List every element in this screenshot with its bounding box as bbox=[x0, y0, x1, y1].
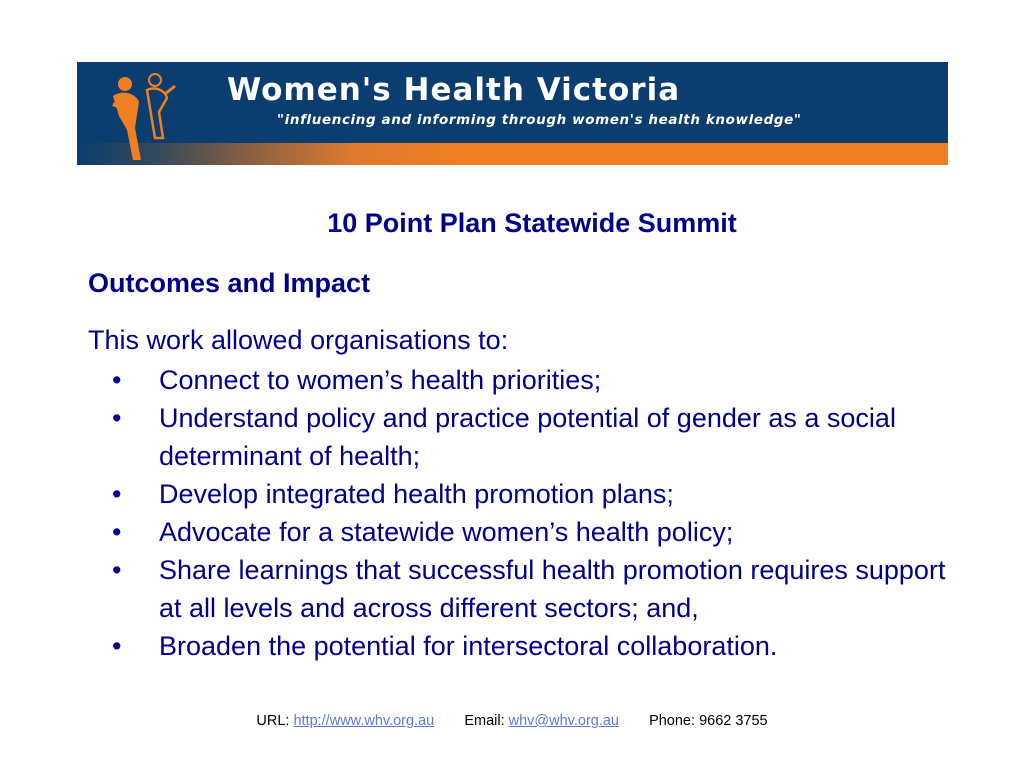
list-item-text: Share learnings that successful health promotion requires support at all levels and across different sectors; and, bbox=[159, 555, 946, 623]
list-item bbox=[88, 627, 968, 665]
url-label: URL: bbox=[256, 713, 290, 729]
email-link[interactable]: whv@whv.org.au bbox=[508, 713, 619, 729]
list-item-text: Broaden the potential for intersectoral collaboration. bbox=[159, 631, 778, 661]
footer-contact bbox=[0, 713, 1024, 729]
bullet-icon: • bbox=[112, 631, 122, 661]
list-item-text: Connect to women’s health priorities; bbox=[159, 365, 602, 395]
list-item-text: Advocate for a statewide women’s health policy; bbox=[159, 517, 734, 547]
bullet-icon: • bbox=[112, 479, 122, 509]
bullet-icon: • bbox=[112, 517, 122, 547]
header-banner bbox=[77, 62, 948, 165]
website-link[interactable]: http://www.whv.org.au bbox=[293, 713, 435, 729]
banner-title: Women's Health Victoria bbox=[227, 72, 681, 108]
list-item-text: Develop integrated health promotion plans; bbox=[159, 479, 674, 509]
list-item bbox=[88, 551, 968, 627]
bullet-icon: • bbox=[112, 365, 122, 395]
bullet-icon: • bbox=[112, 403, 122, 433]
list-item-text: Understand policy and practice potential of gender as a social determinant of health; bbox=[159, 403, 896, 471]
list-item bbox=[88, 475, 968, 513]
banner-tagline: "influencing and informing through women's health knowledge" bbox=[277, 112, 802, 128]
women-figures-logo-icon bbox=[105, 68, 179, 164]
outcomes-list bbox=[88, 361, 968, 665]
bullet-icon: • bbox=[112, 555, 122, 585]
slide-heading: 10 Point Plan Statewide Summit bbox=[327, 208, 737, 238]
phone-label: Phone: bbox=[649, 713, 696, 729]
list-item bbox=[88, 361, 968, 399]
slide-subheading: Outcomes and Impact bbox=[88, 268, 371, 298]
phone-number: 9662 3755 bbox=[699, 713, 768, 729]
banner-orange-stripe bbox=[77, 143, 948, 165]
email-label: Email: bbox=[464, 713, 505, 729]
list-item bbox=[88, 399, 968, 475]
intro-text: This work allowed organisations to: bbox=[88, 325, 509, 355]
list-item bbox=[88, 513, 968, 551]
